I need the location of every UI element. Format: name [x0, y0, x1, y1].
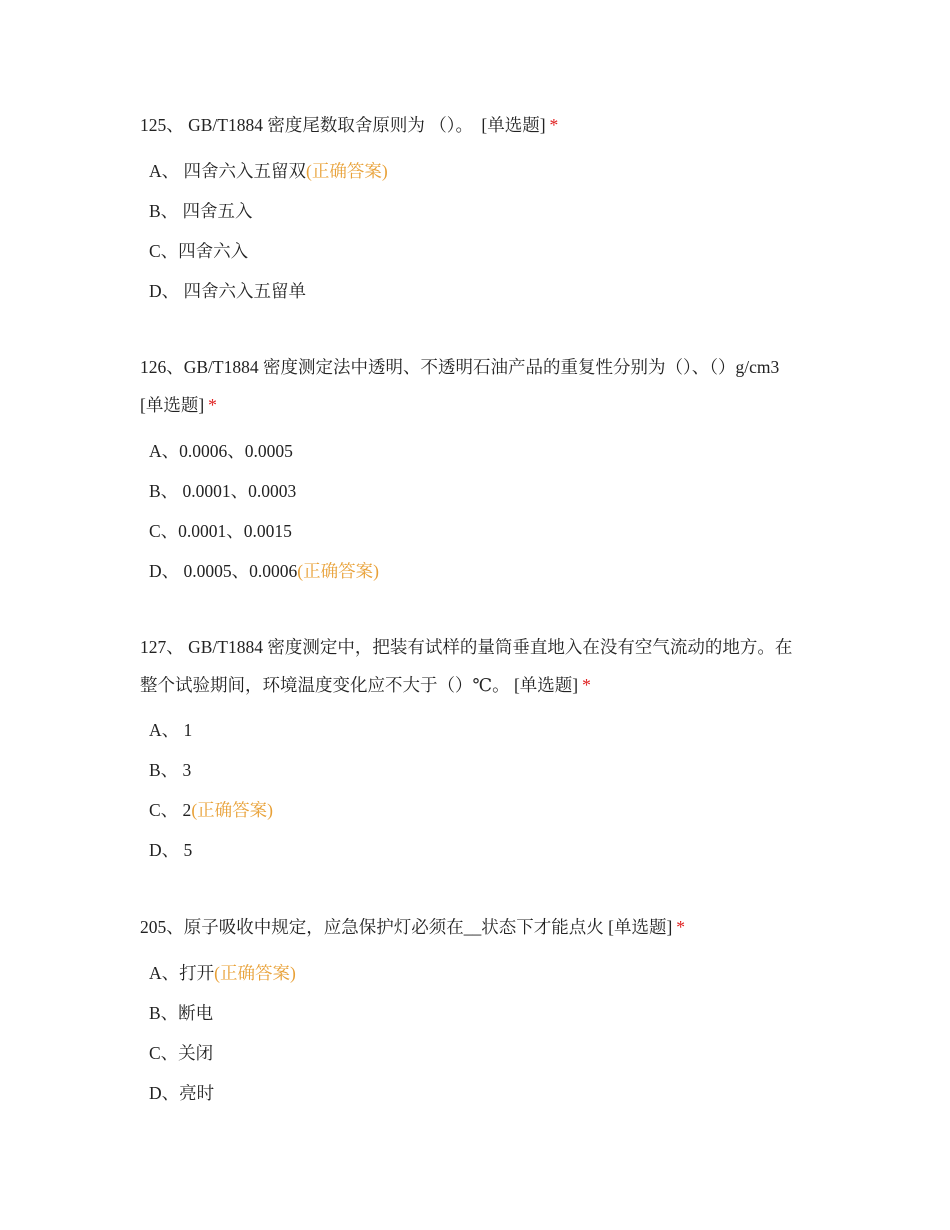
question-205: [140, 908, 800, 1113]
question-title: [140, 106, 800, 144]
option-text: D、 5: [149, 840, 193, 860]
option-c[interactable]: [149, 231, 800, 271]
option-d[interactable]: [149, 830, 800, 870]
option-list: [140, 953, 800, 1113]
option-c[interactable]: [149, 790, 800, 830]
option-text: A、 四舍六入五留双: [149, 161, 307, 181]
question-title: [140, 348, 800, 424]
question-title: [140, 908, 800, 946]
option-b[interactable]: [149, 471, 800, 511]
question-text: 127、 GB/T1884 密度测定中，把装有试样的量筒垂直地入在没有空气流动的地方。在整个试验期间，环境温度变化应不大于（）℃。: [140, 637, 793, 695]
question-title: [140, 628, 800, 704]
option-c[interactable]: [149, 1033, 800, 1073]
question-type-label: [单选题]: [513, 675, 579, 695]
option-text: C、 2: [149, 800, 192, 820]
question-type-label: [单选题]: [481, 115, 546, 135]
option-text: A、 1: [149, 720, 193, 740]
option-list: [140, 710, 800, 870]
option-text: B、断电: [149, 1003, 214, 1023]
option-d[interactable]: [149, 551, 800, 591]
option-a[interactable]: [149, 710, 800, 750]
option-text: D、 0.0005、0.0006: [149, 561, 298, 581]
option-d[interactable]: [149, 271, 800, 311]
option-text: C、关闭: [149, 1043, 214, 1063]
option-a[interactable]: [149, 431, 800, 471]
required-mark: *: [549, 115, 559, 135]
option-b[interactable]: [149, 993, 800, 1033]
option-c[interactable]: [149, 511, 800, 551]
option-text: A、打开: [149, 963, 215, 983]
option-list: [140, 431, 800, 591]
option-text: A、0.0006、0.0005: [149, 441, 293, 461]
option-text: C、四舍六入: [149, 241, 249, 261]
option-text: B、 0.0001、0.0003: [149, 481, 297, 501]
question-text: 205、原子吸收中规定，应急保护灯必须在__状态下才能点火: [140, 917, 604, 937]
question-127: [140, 628, 800, 870]
question-126: [140, 348, 800, 591]
question-type-label: [单选题]: [608, 917, 673, 937]
correct-answer-label: (正确答案): [214, 963, 296, 983]
required-mark: *: [676, 917, 686, 937]
question-125: [140, 106, 800, 311]
question-text: 126、GB/T1884 密度测定法中透明、不透明石油产品的重复性分别为（）、（）g/cm3: [140, 357, 780, 377]
option-text: D、亮时: [149, 1083, 215, 1103]
question-type-label: [单选题]: [140, 395, 205, 415]
option-a[interactable]: [149, 953, 800, 993]
option-d[interactable]: [149, 1073, 800, 1113]
correct-answer-label: (正确答案): [306, 161, 388, 181]
option-a[interactable]: [149, 151, 800, 191]
required-mark: *: [208, 395, 217, 415]
option-b[interactable]: [149, 750, 800, 790]
option-b[interactable]: [149, 191, 800, 231]
question-text: 125、 GB/T1884 密度尾数取舍原则为 （）。: [140, 115, 473, 135]
option-text: D、 四舍六入五留单: [149, 281, 307, 301]
required-mark: *: [582, 675, 591, 695]
option-list: [140, 151, 800, 311]
option-text: B、 3: [149, 760, 192, 780]
correct-answer-label: (正确答案): [297, 561, 379, 581]
option-text: C、0.0001、0.0015: [149, 521, 292, 541]
correct-answer-label: (正确答案): [191, 800, 273, 820]
option-text: B、 四舍五入: [149, 201, 253, 221]
